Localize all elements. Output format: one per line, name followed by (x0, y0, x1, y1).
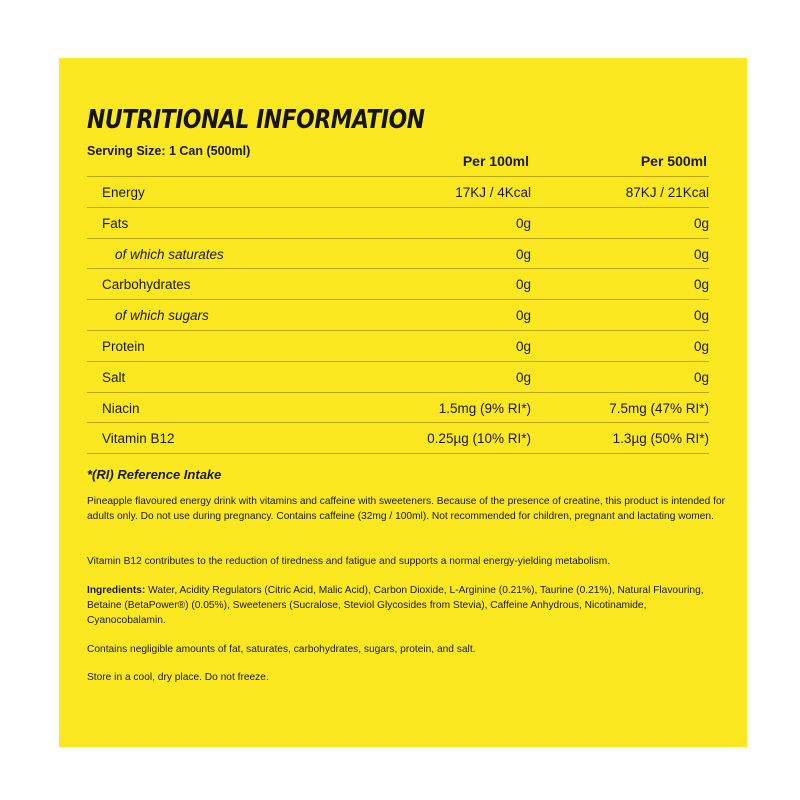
column-header-per-500ml: Per 500ml (640, 153, 707, 169)
nutrient-name: Vitamin B12 (102, 431, 175, 447)
nutrition-panel (59, 58, 747, 747)
serving-size: Serving Size: 1 Can (500ml) (87, 144, 251, 158)
nutrient-name: Niacin (102, 400, 140, 416)
nutrition-table (87, 176, 709, 454)
table-row (87, 362, 709, 393)
value-per-100ml: 0g (515, 338, 531, 354)
storage-instructions: Store in a cool, dry place. Do not freeze. (87, 672, 269, 683)
nutrient-name: of which sugars (115, 308, 209, 324)
table-row (87, 239, 709, 270)
nutrient-name: Salt (102, 369, 126, 385)
value-per-100ml: 0g (515, 215, 531, 231)
ingredients-label: Ingredients: (87, 585, 146, 596)
value-per-500ml: 0g (693, 338, 709, 354)
product-description: Pineapple flavoured energy drink with vitamins and caffeine with sweeteners. Because of the presence of creatine, this product is intended for adults only. Do not use during pregnancy. Contains caffeine (32mg / 100ml). Not recommended for children, pregnant and lactating women. (87, 496, 726, 522)
table-row (87, 423, 709, 454)
value-per-100ml: 0.25µg (10% RI*) (427, 431, 531, 447)
table-row (87, 208, 709, 239)
ingredients-text: Water, Acidity Regulators (Citric Acid, Malic Acid), Carbon Dioxide, L-Arginine (0.21%), Taurine (0.21%), Natural Flavouring, Betaine (BetaPower®) (0.05%), Sweeteners (Sucralose, Steviol Glycosides from Stevia), Caffeine Anhydrous, Nicotinamide, Cyanocobalamin. (87, 585, 704, 626)
value-per-500ml: 0g (693, 215, 709, 231)
vitamin-b12-claim: Vitamin B12 contributes to the reduction of tiredness and fatigue and supports a normal energy-yielding metabolism. (87, 556, 611, 567)
value-per-100ml: 1.5mg (9% RI*) (438, 400, 531, 416)
value-per-500ml: 7.5mg (47% RI*) (609, 400, 709, 416)
ingredients-paragraph (87, 583, 727, 628)
table-row (87, 331, 709, 362)
table-row (87, 393, 709, 424)
reference-intake-footnote: *(RI) Reference Intake (87, 467, 222, 482)
value-per-500ml: 0g (693, 277, 709, 293)
nutrient-name: Energy (102, 185, 145, 200)
value-per-100ml: 0g (515, 308, 531, 324)
value-per-100ml: 0g (515, 246, 531, 262)
table-row (87, 300, 709, 331)
page-title: NUTRITIONAL INFORMATION (87, 105, 425, 135)
value-per-500ml: 1.3µg (50% RI*) (612, 431, 709, 447)
negligible-amounts-note: Contains negligible amounts of fat, saturates, carbohydrates, sugars, protein, and salt. (87, 644, 476, 655)
value-per-500ml: 0g (693, 308, 709, 324)
table-row (87, 269, 709, 300)
nutrient-name: Fats (102, 215, 129, 231)
value-per-500ml: 0g (693, 369, 709, 385)
value-per-500ml: 87KJ / 21Kcal (625, 185, 709, 200)
nutrient-name: Protein (102, 338, 145, 354)
value-per-100ml: 17KJ / 4Kcal (455, 185, 531, 200)
value-per-500ml: 0g (693, 246, 709, 262)
nutrient-name: Carbohydrates (102, 277, 191, 293)
value-per-100ml: 0g (515, 277, 531, 293)
nutrient-name: of which saturates (115, 246, 224, 262)
table-row (87, 177, 709, 208)
column-header-per-100ml: Per 100ml (462, 153, 529, 169)
value-per-100ml: 0g (515, 369, 531, 385)
